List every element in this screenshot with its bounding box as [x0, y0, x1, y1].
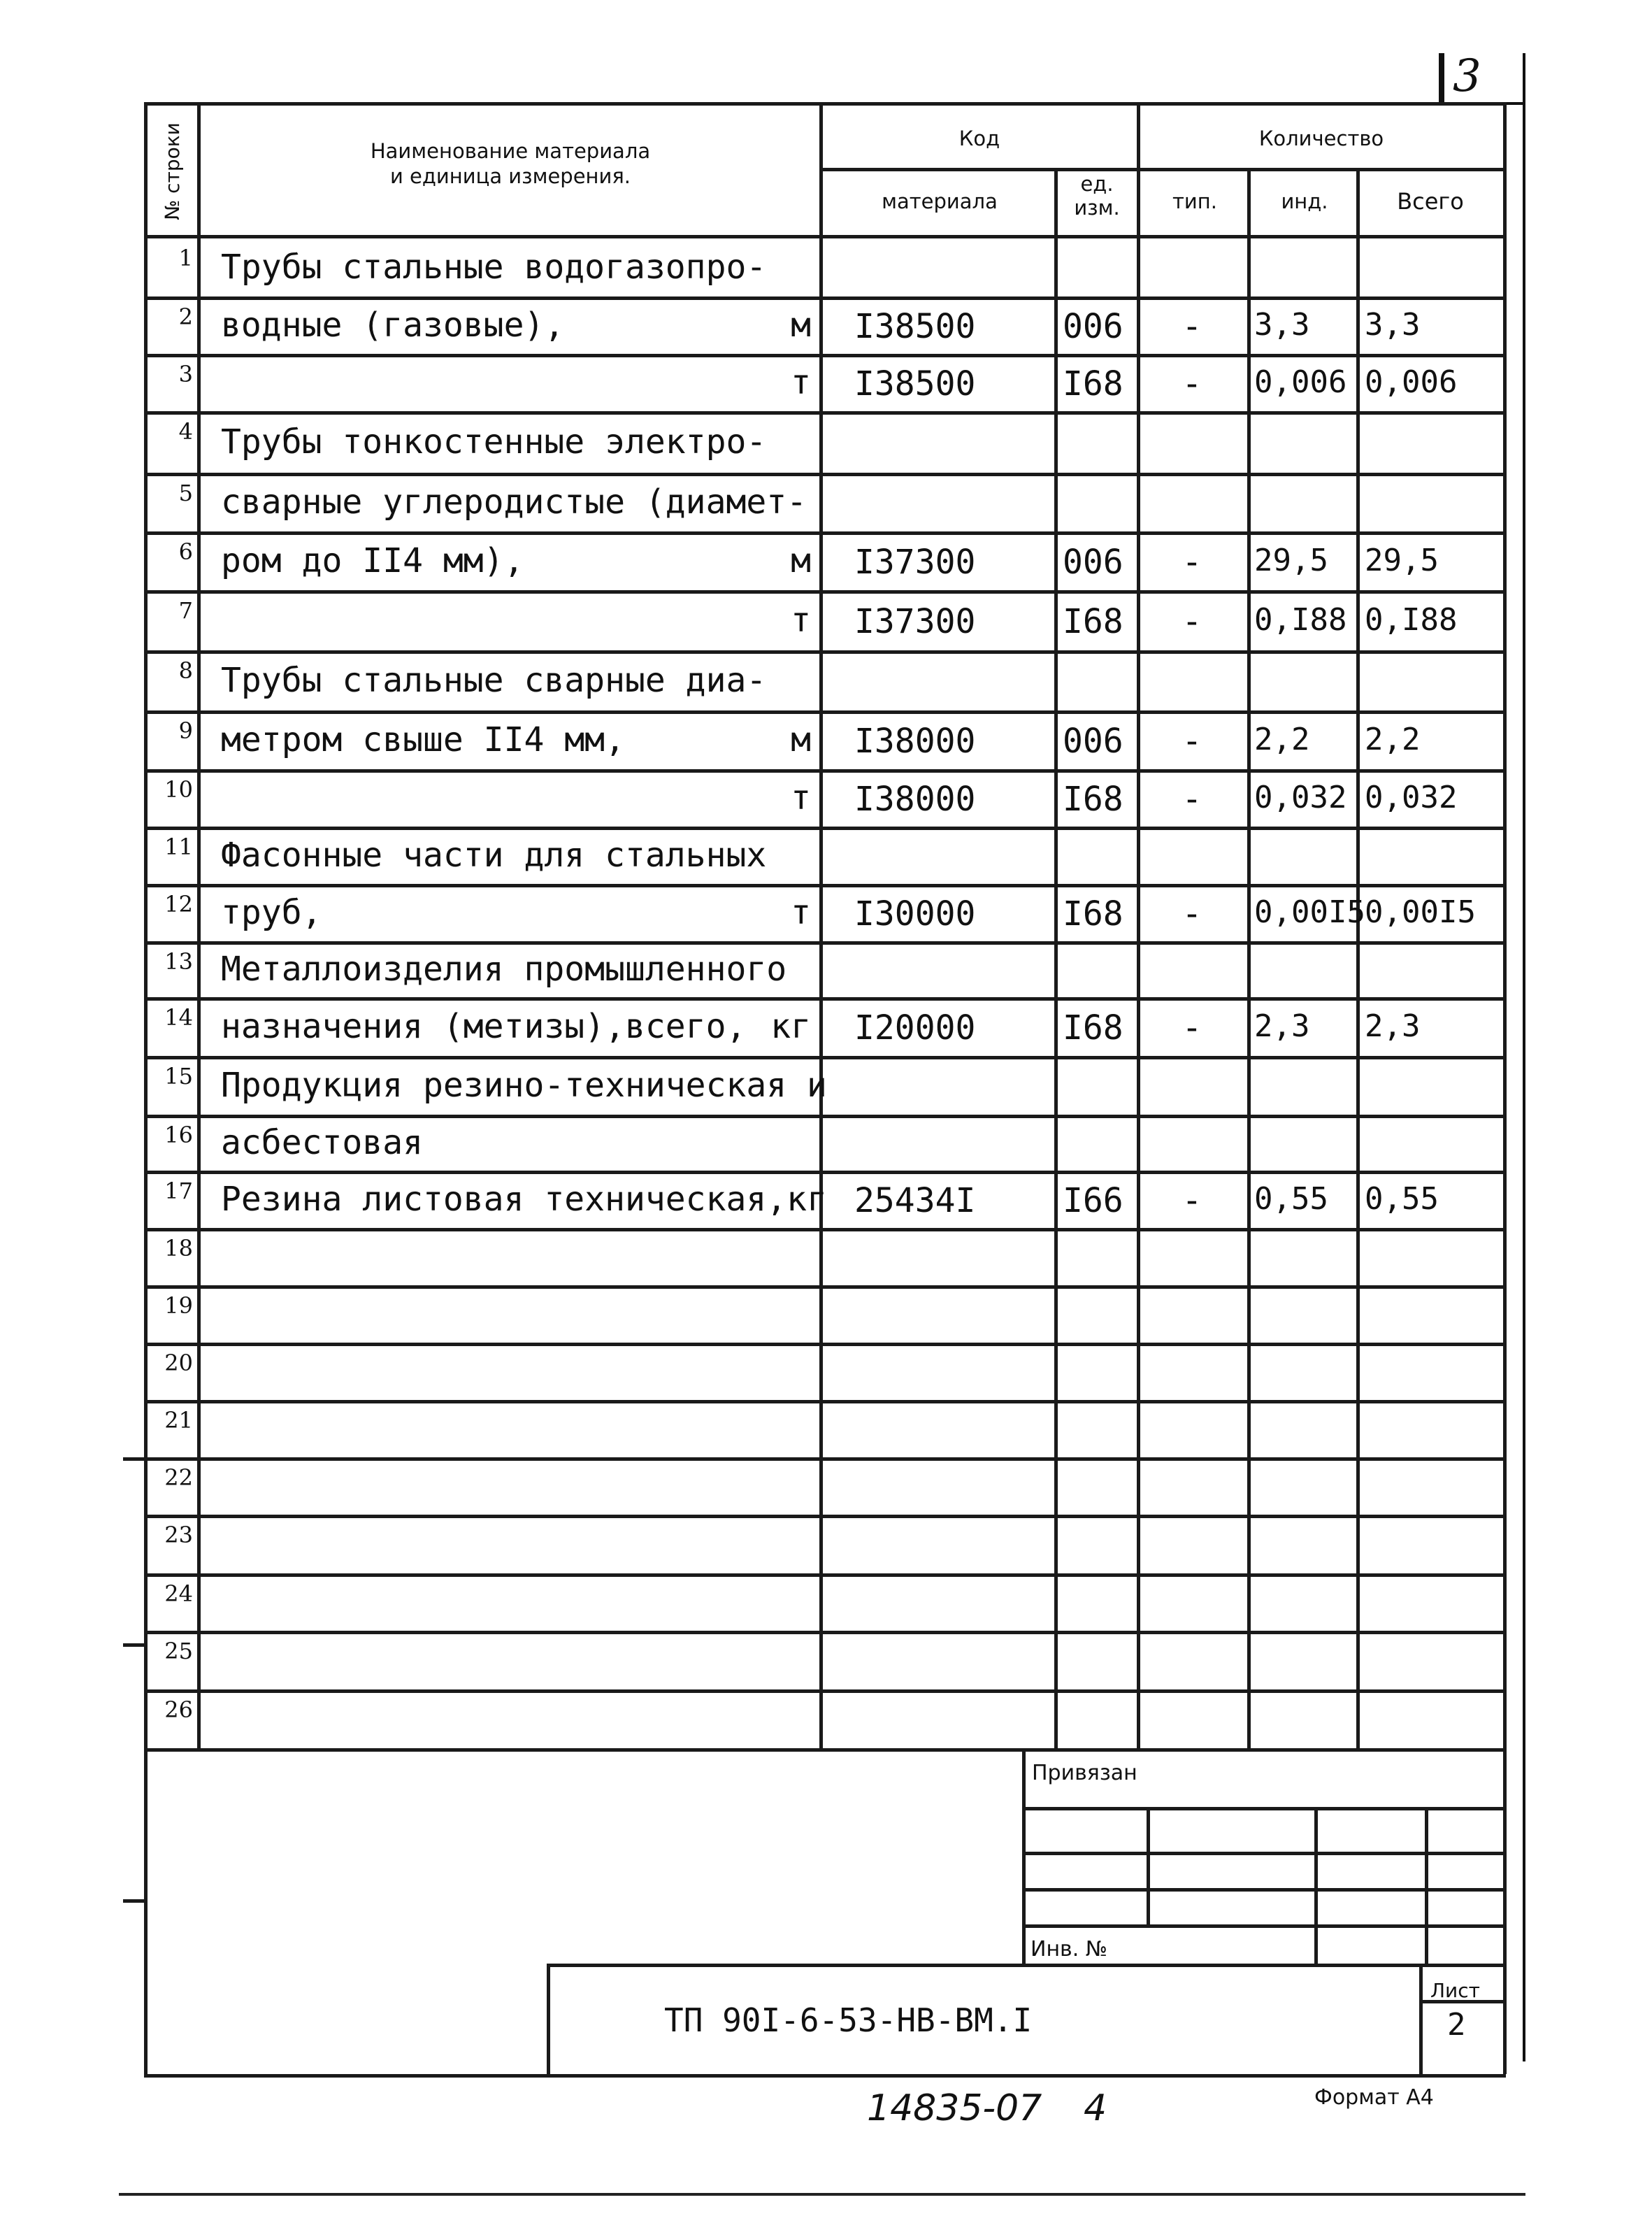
row-number: 22 [164, 1464, 193, 1491]
row-material-code: I37300 [854, 602, 976, 641]
row-number: 9 [178, 717, 193, 744]
row-separator [144, 884, 1506, 887]
row-material-name: Трубы тонкостенные электро- [221, 422, 767, 462]
stamp-line [1022, 1924, 1506, 1928]
row-separator [144, 1115, 1506, 1118]
row-separator [144, 1056, 1506, 1059]
row-material-name: Резина листовая техническая,кг [221, 1180, 827, 1219]
row-qty-ind: 3,3 [1254, 307, 1310, 343]
col-line-ind [1356, 168, 1360, 1748]
row-material-code: I38500 [854, 364, 976, 403]
row-separator [144, 1573, 1506, 1577]
row-separator [144, 710, 1506, 714]
row-separator [144, 1285, 1506, 1289]
row-number: 23 [164, 1522, 193, 1548]
row-separator [144, 1400, 1506, 1403]
row-qty-ind: 0,006 [1254, 364, 1347, 400]
stamp-line [1022, 1888, 1506, 1892]
row-separator [144, 296, 1506, 300]
row-separator [144, 997, 1506, 1001]
table-left-border [144, 102, 148, 2074]
stamp-line [1147, 1807, 1150, 1924]
row-qty-total: 29,5 [1365, 543, 1439, 578]
stamp-line [1314, 1807, 1318, 1964]
row-unit: т [791, 601, 811, 640]
row-number: 11 [164, 834, 193, 860]
row-number: 7 [178, 597, 193, 624]
row-material-name: водные (газовые), [221, 306, 565, 345]
row-qty-typ: - [1181, 307, 1202, 346]
header-quantity: Количество [1258, 127, 1384, 150]
stamp-line [1419, 1964, 1423, 2075]
row-separator [144, 1228, 1506, 1231]
row-material-name: Металлоизделия промышленного [221, 950, 787, 989]
corner-frame-left [1439, 53, 1444, 103]
header-subdivider [819, 168, 1506, 171]
row-separator [144, 590, 1506, 594]
stamp-line [1022, 1748, 1026, 1964]
sheet-number: 2 [1447, 2007, 1466, 2043]
row-qty-ind: 0,I88 [1254, 602, 1347, 638]
row-unit: м [791, 306, 811, 345]
sheet-right-edge [1523, 103, 1525, 2061]
header-code: Код [958, 127, 1000, 150]
row-number: 2 [178, 303, 193, 330]
row-unit: кг [770, 1007, 811, 1046]
format-label: Формат А4 [1314, 2085, 1434, 2110]
row-separator [144, 531, 1506, 535]
row-qty-typ: - [1181, 894, 1202, 934]
header-qty-total: Всего [1397, 188, 1464, 215]
document-code: ТП 90I-6-53-НВ-ВМ.I [664, 2001, 1033, 2039]
sheet-label: Лист [1430, 1979, 1480, 2002]
stamp-line [1425, 1807, 1428, 1964]
row-qty-typ: - [1181, 364, 1202, 403]
row-number: 10 [164, 776, 193, 803]
row-unit: т [791, 893, 811, 932]
header-rownum: № строки [161, 122, 184, 220]
row-material-code: I37300 [854, 543, 976, 582]
row-qty-total: 0,032 [1365, 780, 1458, 815]
row-number: 13 [164, 948, 193, 975]
row-material-name: Продукция резино-техническая и [221, 1066, 827, 1105]
corner-frame-right [1523, 53, 1525, 103]
row-number: 4 [178, 418, 193, 445]
row-number: 26 [164, 1696, 193, 1723]
row-material-name: Трубы стальные сварные диа- [221, 661, 767, 700]
row-qty-total: 0,00I5 [1365, 894, 1476, 930]
row-qty-total: 2,2 [1365, 722, 1421, 757]
row-number: 21 [164, 1407, 193, 1434]
row-qty-total: 3,3 [1365, 307, 1421, 343]
row-separator [144, 941, 1506, 945]
row-material-code: I38000 [854, 722, 976, 761]
row-qty-typ: - [1181, 1181, 1202, 1220]
row-number: 3 [178, 361, 193, 387]
row-material-code: I30000 [854, 894, 976, 934]
row-separator [144, 473, 1506, 476]
margin-tick [123, 1899, 147, 1903]
row-number: 25 [164, 1638, 193, 1664]
row-qty-typ: - [1181, 1008, 1202, 1048]
row-number: 1 [178, 245, 193, 271]
row-separator [144, 1457, 1506, 1461]
row-number: 24 [164, 1580, 193, 1607]
bound-label: Привязан [1032, 1761, 1137, 1785]
row-material-code: I38500 [854, 307, 976, 346]
stamp-line [1022, 1807, 1506, 1810]
row-number: 12 [164, 891, 193, 917]
row-unit-code: I68 [1063, 364, 1123, 403]
row-qty-ind: 2,2 [1254, 722, 1310, 757]
row-separator [144, 1343, 1506, 1346]
row-qty-total: 0,55 [1365, 1181, 1439, 1217]
col-line-name [819, 102, 823, 1748]
row-qty-typ: - [1181, 543, 1202, 582]
table-right-border [1503, 102, 1507, 2074]
row-separator [144, 411, 1506, 415]
row-qty-total: 0,I88 [1365, 602, 1458, 638]
row-number: 5 [178, 480, 193, 506]
row-unit-code: I68 [1063, 1008, 1123, 1048]
row-material-code: 25434I [854, 1181, 976, 1220]
handwritten-digit: 4 [1084, 2087, 1107, 2129]
row-unit: м [791, 541, 811, 580]
row-unit-code: 006 [1063, 543, 1123, 582]
row-material-code: I38000 [854, 780, 976, 819]
row-separator [144, 650, 1506, 654]
header-code-unit: ед. изм. [1074, 172, 1120, 220]
row-separator [144, 354, 1506, 357]
row-qty-ind: 0,55 [1254, 1181, 1328, 1217]
row-number: 8 [178, 657, 193, 684]
row-unit: т [791, 363, 811, 402]
row-separator [144, 827, 1506, 830]
bottom-rule [119, 2193, 1525, 2196]
row-separator [144, 1748, 1506, 1752]
row-number: 18 [164, 1235, 193, 1261]
row-qty-typ: - [1181, 780, 1202, 819]
row-unit-code: I68 [1063, 780, 1123, 819]
row-qty-total: 0,006 [1365, 364, 1458, 400]
inventory-label: Инв. № [1030, 1937, 1108, 1961]
margin-tick [123, 1457, 147, 1461]
row-material-name: метром свыше II4 мм, [221, 720, 625, 759]
col-line-typ [1247, 168, 1251, 1748]
row-material-name: труб, [221, 893, 322, 932]
stamp-line [547, 1964, 550, 2075]
row-number: 15 [164, 1063, 193, 1089]
row-number: 17 [164, 1178, 193, 1204]
row-unit-code: I66 [1063, 1181, 1123, 1220]
handwritten-number: 14835-07 [867, 2087, 1042, 2129]
row-material-name: ром до II4 мм), [221, 541, 524, 580]
header-qty-typ: тип. [1172, 190, 1217, 213]
row-material-name: Фасонные части для стальных [221, 836, 767, 875]
row-separator [144, 769, 1506, 773]
row-material-name: назначения (метизы),всего, [221, 1007, 747, 1046]
header-name: Наименование материала и единица измерения. [370, 139, 651, 188]
row-number: 14 [164, 1004, 193, 1031]
row-material-name: сварные углеродистые (диамет- [221, 483, 807, 522]
row-separator [144, 1689, 1506, 1693]
row-material-name: асбестовая [221, 1123, 423, 1162]
row-qty-ind: 29,5 [1254, 543, 1328, 578]
row-number: 6 [178, 538, 193, 565]
row-qty-typ: - [1181, 722, 1202, 761]
stamp-line [547, 1964, 1506, 1967]
header-code-material: материала [882, 190, 998, 213]
row-unit-code: I68 [1063, 894, 1123, 934]
row-qty-ind: 0,00I5 [1254, 894, 1365, 930]
page-number: 3 [1453, 50, 1481, 102]
header-bottom-border [144, 235, 1506, 238]
row-unit-code: 006 [1063, 307, 1123, 346]
row-separator [144, 1515, 1506, 1518]
stamp-line [1022, 1852, 1506, 1855]
row-separator [144, 1171, 1506, 1174]
table-top-border [144, 102, 1506, 106]
row-number: 20 [164, 1350, 193, 1376]
margin-tick [123, 1643, 147, 1647]
col-line-rownum [197, 102, 201, 1748]
row-material-name: Трубы стальные водогазопро- [221, 248, 767, 287]
row-number: 19 [164, 1292, 193, 1319]
row-qty-total: 2,3 [1365, 1008, 1421, 1044]
row-separator [144, 1631, 1506, 1634]
row-unit-code: 006 [1063, 722, 1123, 761]
row-qty-ind: 0,032 [1254, 780, 1347, 815]
row-qty-ind: 2,3 [1254, 1008, 1310, 1044]
row-material-code: I20000 [854, 1008, 976, 1048]
row-unit-code: I68 [1063, 602, 1123, 641]
row-unit: т [791, 778, 811, 817]
sheet-bottom-border [144, 2074, 1506, 2078]
row-number: 16 [164, 1122, 193, 1148]
row-unit: м [791, 720, 811, 759]
row-qty-typ: - [1181, 602, 1202, 641]
header-qty-ind: инд. [1281, 190, 1328, 213]
col-line-code [1054, 168, 1058, 1748]
